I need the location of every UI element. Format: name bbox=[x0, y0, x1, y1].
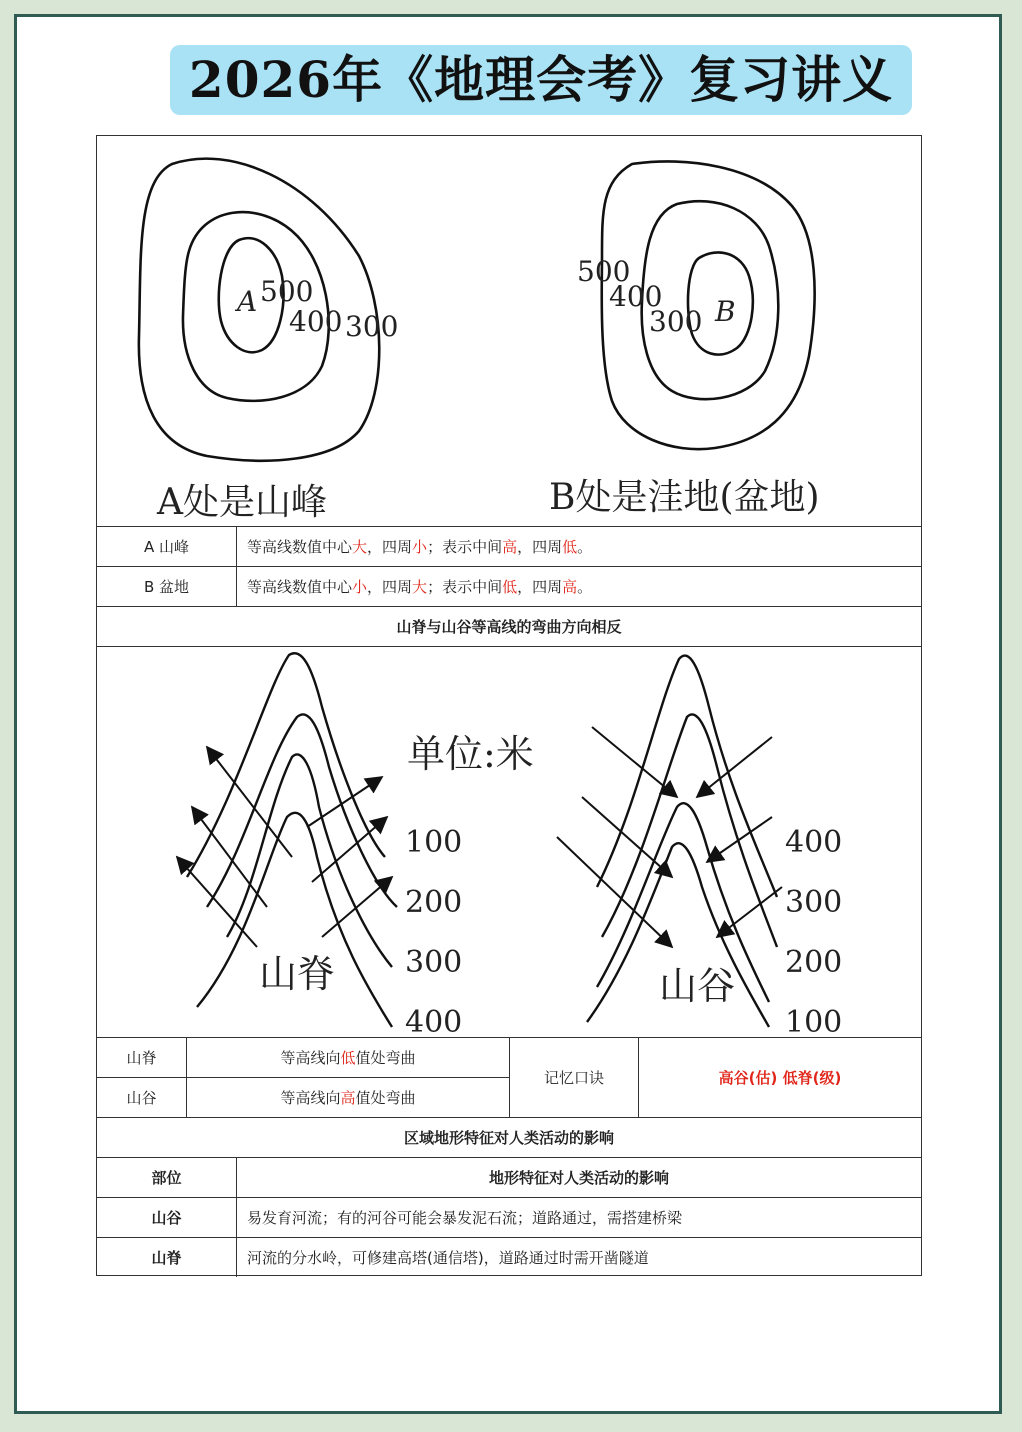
valley-rule: 等高线向 高 值处弯曲 bbox=[280, 1089, 416, 1107]
valley-value-100: 100 bbox=[785, 1005, 843, 1037]
peak-labels bbox=[234, 275, 398, 343]
effect-row-ridge-part: 山脊 bbox=[151, 1248, 182, 1267]
ridge-value-400: 400 bbox=[405, 1005, 463, 1037]
ridge-valley-section-title: 山脊与山谷等高线的弯曲方向相反 bbox=[396, 618, 622, 636]
header-effect: 地形特征对人类活动的影响 bbox=[488, 1169, 669, 1187]
valley-figure-label: 山谷 bbox=[659, 964, 736, 1008]
effect-row-valley-text: 易发育河流；有的河谷可能会暴发泥石流；道路通过，需搭建桥梁 bbox=[247, 1209, 683, 1227]
peak-label-500: 500 bbox=[260, 275, 314, 308]
basin-label-400: 400 bbox=[609, 280, 663, 313]
ridge-contour-200 bbox=[207, 714, 397, 907]
row-basin-desc: 等高线数值中心 小 ，四周 大 ；表示中间 低 ，四周 高 。 bbox=[247, 578, 593, 596]
valley-value-200: 200 bbox=[785, 945, 843, 980]
row-basin-term: B 盆地 bbox=[143, 578, 190, 596]
valley-value-400: 400 bbox=[785, 825, 843, 860]
effect-row-ridge-text: 河流的分水岭，可修建高塔(通信塔)，道路通过时需开凿隧道 bbox=[247, 1248, 649, 1267]
peak-contour-outer bbox=[139, 159, 379, 461]
memo-text: 高谷(估) 低脊(级) bbox=[718, 1069, 842, 1087]
peak-contours bbox=[139, 159, 379, 461]
peak-label-400: 400 bbox=[289, 305, 343, 338]
ridge-rule: 等高线向 低 值处弯曲 bbox=[280, 1049, 416, 1067]
valley-term: 山谷 bbox=[126, 1089, 157, 1107]
human-activity-section-title: 区域地形特征对人类活动的影响 bbox=[403, 1129, 614, 1147]
peak-basin-figure bbox=[97, 136, 921, 526]
memo-label: 记忆口诀 bbox=[543, 1069, 604, 1087]
ridge-value-200: 200 bbox=[405, 885, 463, 920]
row-peak-term: A 山峰 bbox=[143, 538, 190, 556]
valley-values bbox=[785, 825, 842, 1037]
ridge-value-100: 100 bbox=[405, 825, 463, 860]
valley-contour-400 bbox=[597, 656, 777, 897]
unit-label: 单位:米 bbox=[407, 732, 534, 776]
peak-caption: A处是山峰 bbox=[157, 482, 327, 523]
valley-value-300: 300 bbox=[785, 885, 843, 920]
peak-label-a: A bbox=[237, 285, 258, 318]
basin-label-b: B bbox=[715, 295, 736, 328]
basin-label-500: 500 bbox=[577, 255, 631, 288]
valley-arrows bbox=[557, 727, 782, 947]
handout-sheet bbox=[96, 135, 922, 1276]
row-peak-desc: 等高线数值中心 大 ，四周 小 ；表示中间 高 ，四周 低 。 bbox=[247, 538, 593, 556]
ridge-value-300: 300 bbox=[405, 945, 463, 980]
effect-row-valley-part: 山谷 bbox=[151, 1209, 182, 1227]
basin-label-300: 300 bbox=[649, 305, 703, 338]
basin-caption: B处是洼地(盆地) bbox=[549, 477, 820, 518]
ridge-values bbox=[405, 825, 462, 1037]
peak-label-300: 300 bbox=[345, 310, 399, 343]
ridge-figure-label: 山脊 bbox=[259, 952, 336, 996]
ridge-valley-figure bbox=[97, 647, 921, 1037]
ridge-term: 山脊 bbox=[126, 1049, 157, 1067]
page-title: 2026年《地理会考》复习讲义 bbox=[188, 50, 894, 109]
header-part: 部位 bbox=[151, 1169, 182, 1187]
